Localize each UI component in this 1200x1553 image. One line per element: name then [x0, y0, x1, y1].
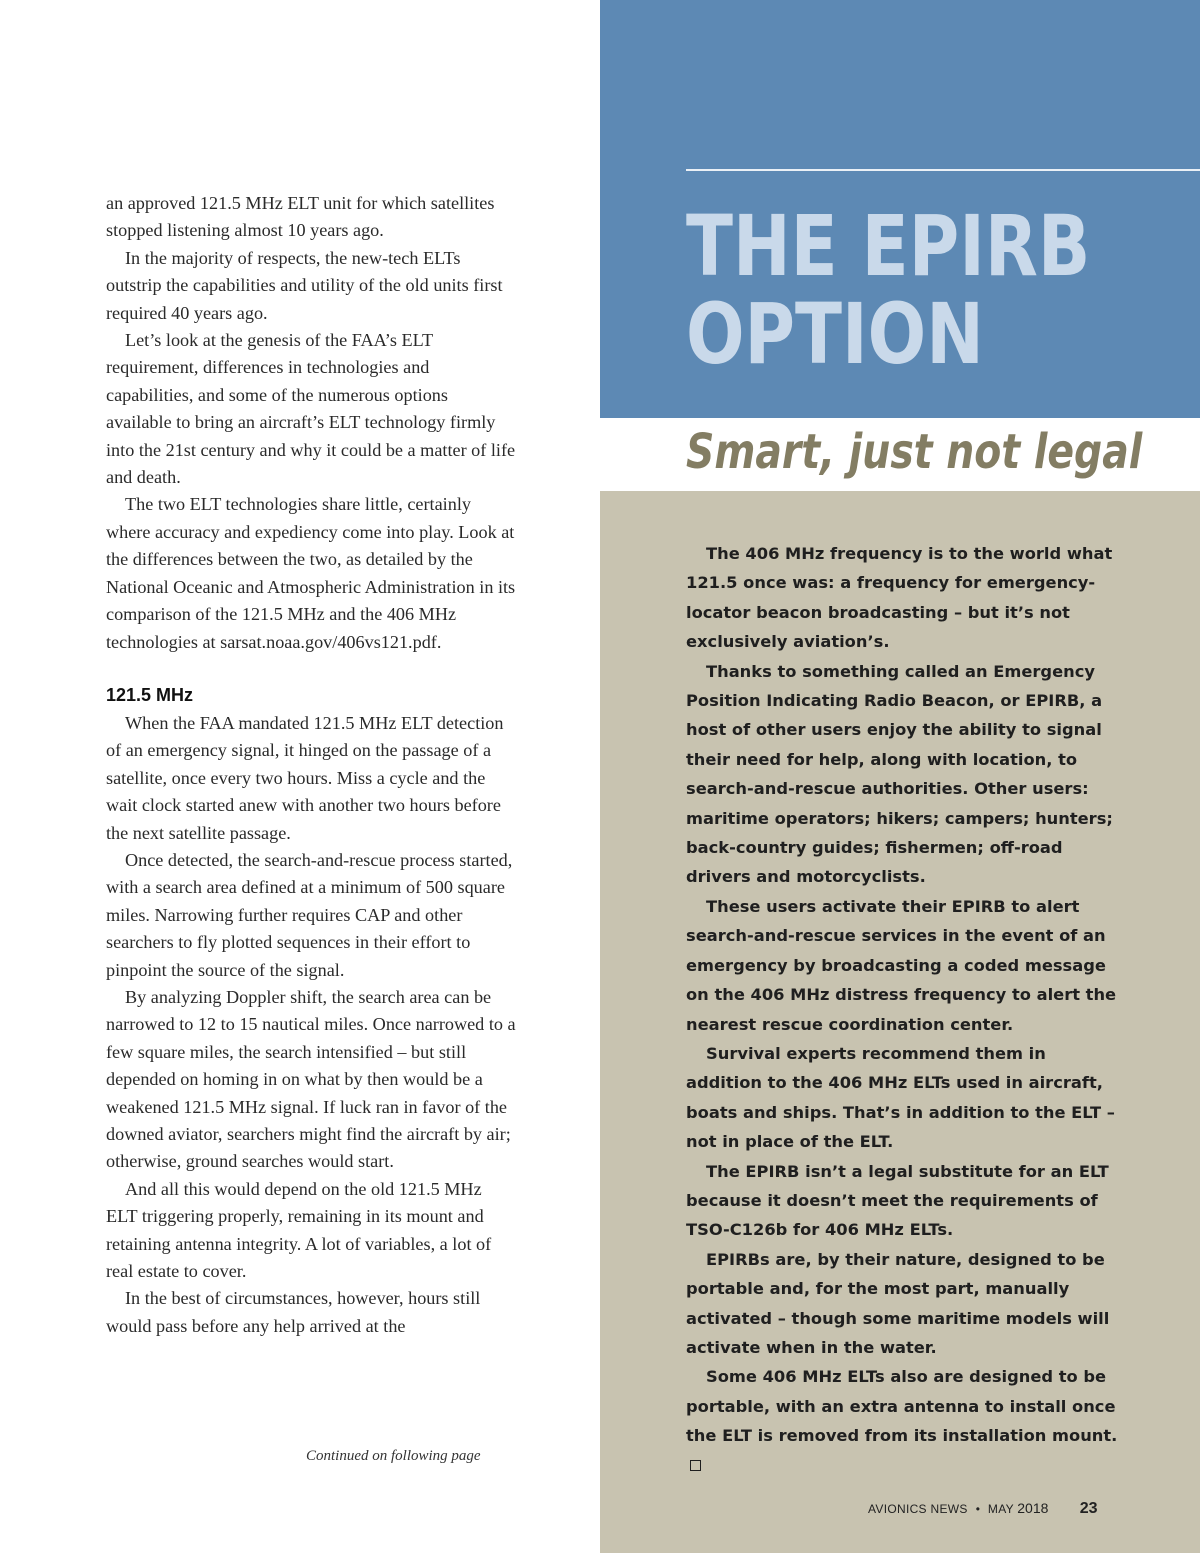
sidebar-paragraph: The 406 MHz frequency is to the world what 121.5 once was: a frequency for emergency-locator beacon broadcasting – but it’s not exclusively aviation’s.: [686, 544, 1113, 652]
article-paragraph: By analyzing Doppler shift, the search area can be narrowed to 12 to 15 nautical miles. Once narrowed to a few square miles, the search intensified – but still depended on homing in on what by then would be a weakened 121.5 MHz signal. If luck ran in favor of the downed aviator, searchers might find the aircraft by air; otherwise, ground searches would start.: [106, 986, 516, 1172]
sidebar-title: [686, 197, 1104, 383]
section-heading: 121.5 MHz: [106, 684, 194, 705]
end-mark-icon: [690, 1460, 701, 1471]
article-paragraph: In the best of circumstances, however, hours still would pass before any help arrived at the: [106, 1288, 481, 1336]
article-paragraph: The two ELT technologies share little, certainly where accuracy and expediency come into play. Look at the differences between the two, as detailed by the National Oceanic and Atmospheric Administration in its comparison of the 121.5 MHz and the 406 MHz technologies at sarsat.noaa.gov/406vs121.pdf.: [106, 494, 516, 652]
header-divider: [686, 169, 1200, 171]
sidebar-subtitle: Smart, just not legal: [686, 424, 1143, 480]
sidebar-title-line: OPTION: [686, 285, 984, 383]
main-article: [106, 190, 516, 1340]
page-footer: [868, 1500, 1128, 1518]
sidebar-paragraph: Thanks to something called an Emergency Position Indicating Radio Beacon, or EPIRB, a host of other users enjoy the ability to signal their need for help, along with location, to search-and-rescue authorities. Other users: maritime operators; hikers; campers; hunters; back-country guides; fishermen; off-road drivers and motorcyclists.: [686, 661, 1113, 887]
issue-year: 2018: [1017, 1500, 1049, 1516]
article-paragraph: an approved 121.5 MHz ELT unit for which satellites stopped listening almost 10 years ago.: [106, 193, 495, 241]
article-paragraph: In the majority of respects, the new-tech ELTs outstrip the capabilities and utility of the old units first required 40 years ago.: [106, 247, 503, 323]
sidebar-paragraph: EPIRBs are, by their nature, designed to be portable and, for the most part, manually activated – though some maritime models will activate when in the water.: [686, 1249, 1110, 1357]
article-paragraph: And all this would depend on the old 121.5 MHz ELT triggering properly, remaining in its mount and retaining antenna integrity. A lot of variables, a lot of real estate to cover.: [106, 1178, 492, 1282]
sidebar-paragraph: These users activate their EPIRB to alert search-and-rescue services in the event of an emergency by broadcasting a coded message on the 406 MHz distress frequency to alert the nearest rescue coordination center.: [686, 896, 1117, 1034]
article-paragraph: When the FAA mandated 121.5 MHz ELT detection of an emergency signal, it hinged on the passage of a satellite, once every two hours. Miss a cycle and the wait clock started anew with another two hours before the next satellite passage.: [106, 712, 504, 843]
sidebar-paragraph-last: [686, 1362, 1126, 1480]
sidebar-paragraph-text: Some 406 MHz ELTs also are designed to be portable, with an extra antenna to install once the ELT is removed from its installation mount.: [686, 1367, 1118, 1446]
publication-name: AVIONICS NEWS: [868, 1502, 968, 1516]
sidebar-paragraph: The EPIRB isn’t a legal substitute for an ELT because it doesn’t meet the requirements of TSO-C126b for 406 MHz ELTs.: [686, 1161, 1109, 1240]
continued-note: Continued on following page: [306, 1448, 481, 1464]
sidebar-title-line: THE EPIRB: [686, 197, 1091, 295]
article-paragraph: Once detected, the search-and-rescue process started, with a search area defined at a minimum of 500 square miles. Narrowing further requires CAP and other searchers to fly plotted sequences in their effort to pinpoint the source of the signal.: [106, 849, 513, 980]
page-number: 23: [1079, 1500, 1098, 1517]
footer-separator: •: [975, 1502, 980, 1516]
article-paragraph: Let’s look at the genesis of the FAA’s ELT requirement, differences in technologies and capabilities, and some of the numerous options available to bring an aircraft’s ELT technology firmly into the 21st century and why it could be a matter of life and death.: [106, 330, 516, 488]
sidebar-body: [686, 539, 1126, 1480]
sidebar-paragraph: Survival experts recommend them in addition to the 406 MHz ELTs used in aircraft, boats and ships. That’s in addition to the ELT – not in place of the ELT.: [686, 1043, 1115, 1152]
issue-month: MAY: [987, 1502, 1014, 1516]
